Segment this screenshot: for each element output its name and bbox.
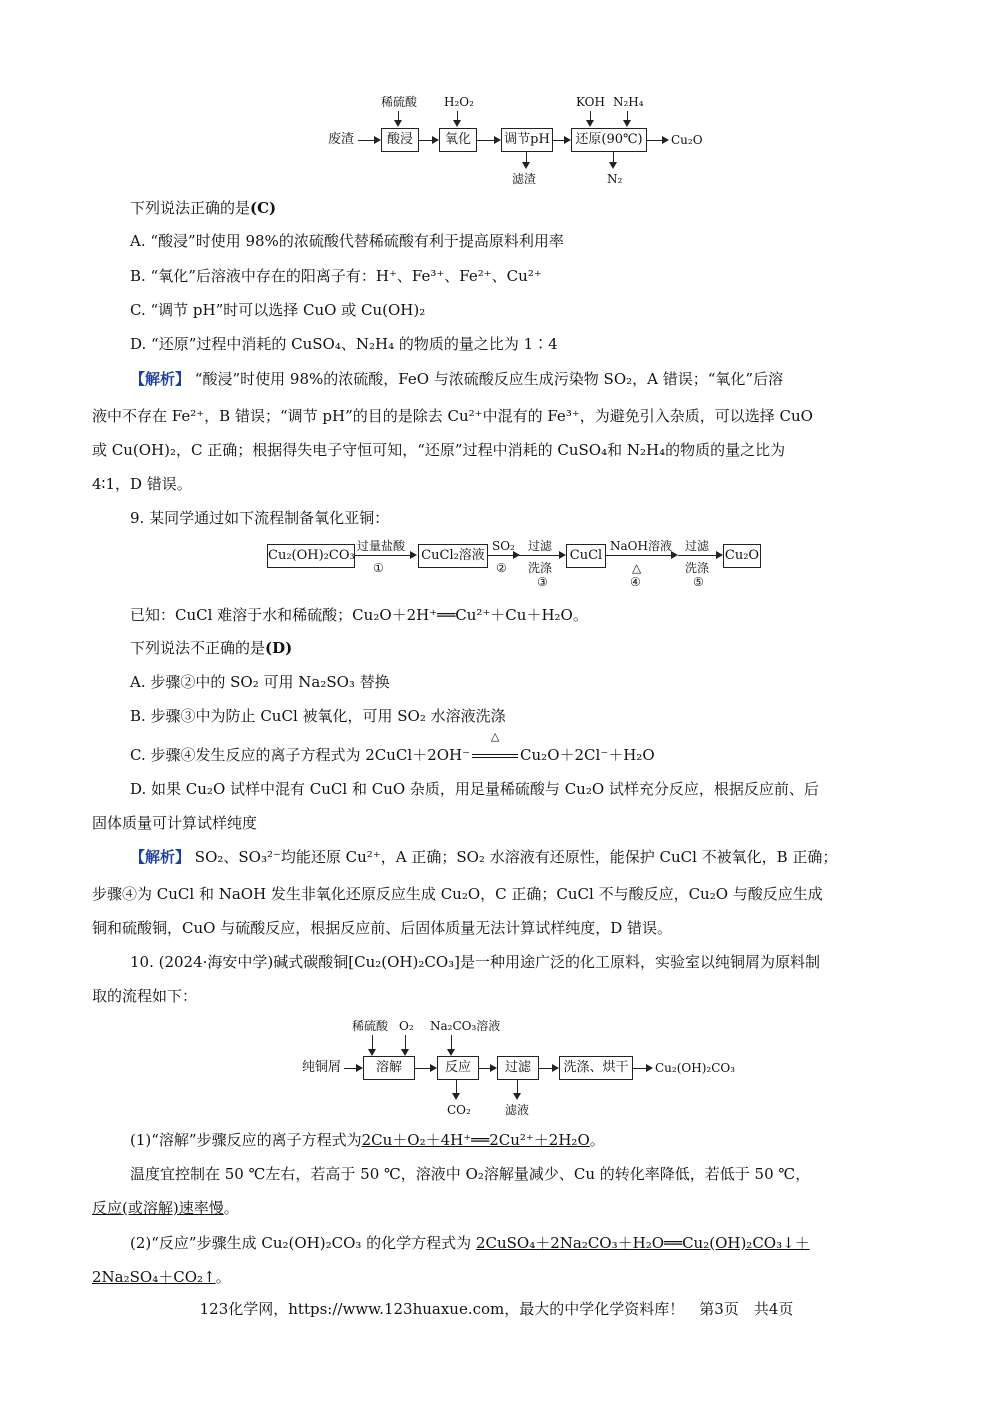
q8-option-b: B. “氧化”后溶液中存在的阳离子有：H⁺、Fe³⁺、Fe²⁺、Cu²⁺ <box>130 267 542 285</box>
q10-part1-line3: 反应(或溶解)速率慢。 <box>92 1199 239 1217</box>
q10-part2-answer-b: 2Na₂SO₄＋CO₂↑ <box>92 1268 216 1286</box>
q9-option-b: B. 步骤③中为防止 CuCl 被氧化，可用 SO₂ 水溶液洗涤 <box>130 707 506 725</box>
flow2-bottom-wash2: 洗涤 <box>685 561 710 575</box>
q8-analysis-line4: 4∶1，D 错误。 <box>92 475 192 493</box>
q10-part1-line2: 温度宜控制在 50 ℃左右，若高于 50 ℃，溶液中 O₂溶解量减少、Cu 的转化率降低，若低于 50 ℃， <box>130 1165 811 1183</box>
q10-part1-line1: (1)“溶解”步骤反应的离子方程式为2Cu＋O₂＋4H⁺══2Cu²⁺＋2H₂O。 <box>130 1131 605 1149</box>
q8-analysis-line3: 或 Cu(OH)₂，C 正确；根据得失电子守恒可知，“还原”过程中消耗的 CuSO₄和 N₂H₄的物质的量之比为 <box>92 441 786 459</box>
flow2-top-hcl: 过量盐酸 <box>357 539 406 553</box>
flow2-box-cucl2: CuCl₂溶液 <box>418 544 488 568</box>
flow1-step-ph: 调节pH <box>501 128 553 152</box>
flow2-bottom-wash1: 洗涤 <box>528 561 553 575</box>
heat-condition: △ <box>490 730 500 743</box>
flow3-input-na2co3: Na₂CO₃溶液 <box>430 1019 501 1033</box>
q10-part2-line2: 2Na₂SO₄＋CO₂↑。 <box>92 1268 231 1286</box>
flow2-step-4: ④ <box>630 575 641 589</box>
flow3-output-filtrate: 滤液 <box>505 1103 530 1117</box>
q9-stem: 下列说法不正确的是(D) <box>130 639 293 657</box>
flow1-product: Cu₂O <box>671 133 703 147</box>
q10-title-line1: 10. (2024·海安中学)碱式碳酸铜[Cu₂(OH)₂CO₃]是一种用途广泛的化工原料，实验室以纯铜屑为原料制 <box>130 953 821 971</box>
flow3-step-dissolve: 溶解 <box>363 1056 415 1080</box>
flow1-input-n2h4: N₂H₄ <box>613 95 644 109</box>
page-footer: 123化学网，https://www.123huaxue.com，最大的中学化学资料库！ 第3页 共4页 <box>199 1300 794 1318</box>
q9-option-a: A. 步骤②中的 SO₂ 可用 Na₂SO₃ 替换 <box>130 673 390 691</box>
q8-analysis-line2: 液中不存在 Fe²⁺，B 错误；“调节 pH”的目的是除去 Cu²⁺中混有的 Fe³⁺，为避免引入杂质，可以选择 CuO <box>92 407 813 425</box>
flow3-input-h2so4: 稀硫酸 <box>352 1019 389 1033</box>
flow2-top-filter1: 过滤 <box>528 539 553 553</box>
q8-option-a: A. “酸浸”时使用 98%的浓硫酸代替稀硫酸有利于提高原料利用率 <box>130 232 564 250</box>
flow3-step-filter: 过滤 <box>497 1056 539 1080</box>
flow2-bottom-heat: △ <box>632 561 642 575</box>
q10-part2-line1: (2)“反应”步骤生成 Cu₂(OH)₂CO₃ 的化学方程式为 2CuSO₄＋2Na₂CO₃＋H₂O══Cu₂(OH)₂CO₃↓＋ <box>130 1234 810 1252</box>
flow2-top-naoh: NaOH溶液 <box>610 539 672 553</box>
q9-title: 9. 某同学通过如下流程制备氧化亚铜： <box>130 509 390 527</box>
flow1-input-h2o2: H₂O₂ <box>444 95 474 109</box>
q8-analysis-line1: 【解析】 “酸浸”时使用 98%的浓硫酸，FeO 与浓硫酸反应生成污染物 SO₂，A 错误；“氧化”后溶 <box>130 370 784 388</box>
q8-option-d: D. “还原”过程中消耗的 CuSO₄、N₂H₄ 的物质的量之比为 1∶4 <box>130 335 558 353</box>
q9-analysis-line1: 【解析】 SO₂、SO₃²⁻均能还原 Cu²⁺，A 正确；SO₂ 水溶液有还原性，能保护 CuCl 不被氧化，B 正确； <box>130 848 838 866</box>
flow2-box-basic-carbonate: Cu₂(OH)₂CO₃ <box>267 544 355 568</box>
q9-analysis-line3: 铜和硫酸铜，CuO 与硫酸反应，根据反应前、后固体质量无法计算试样纯度，D 错误。 <box>92 919 673 937</box>
q10-title-line2: 取的流程如下： <box>92 987 198 1005</box>
flow2-step-3: ③ <box>537 575 548 589</box>
flow1-start: 废渣 <box>328 132 355 147</box>
flow3-start: 纯铜屑 <box>302 1060 342 1075</box>
flow2-step-5: ⑤ <box>693 575 704 589</box>
flow1-step-oxidize: 氧化 <box>439 128 477 152</box>
q9-analysis-line2: 步骤④为 CuCl 和 NaOH 发生非氧化还原反应生成 Cu₂O，C 正确；CuCl 不与酸反应，Cu₂O 与酸反应生成 <box>92 885 823 903</box>
flow2-top-so2: SO₂ <box>492 539 515 553</box>
flow2-box-cucl: CuCl <box>566 544 606 568</box>
flow3-input-o2: O₂ <box>399 1019 414 1033</box>
q9-option-d-line1: D. 如果 Cu₂O 试样中混有 CuCl 和 CuO 杂质，用足量稀硫酸与 Cu₂O 试样充分反应，根据反应前、后 <box>130 780 819 798</box>
flow3-output-co2: CO₂ <box>447 1103 471 1117</box>
flow2-box-cu2o: Cu₂O <box>723 544 761 568</box>
q10-part1b-answer: 反应(或溶解)速率慢 <box>92 1199 224 1217</box>
flow1-output-n2: N₂ <box>607 172 623 186</box>
q10-part1-answer: 2Cu＋O₂＋4H⁺══2Cu²⁺＋2H₂O <box>361 1131 590 1149</box>
q9-known: 已知：CuCl 难溶于水和稀硫酸；Cu₂O＋2H⁺══Cu²⁺＋Cu＋H₂O。 <box>130 606 588 624</box>
q9-option-d-line2: 固体质量可计算试样纯度 <box>92 814 258 832</box>
flow1-input-h2so4: 稀硫酸 <box>381 95 418 109</box>
flow1-input-koh: KOH <box>576 95 605 109</box>
q8-option-c: C. “调节 pH”时可以选择 CuO 或 Cu(OH)₂ <box>130 301 426 319</box>
flow2-step-1: ① <box>373 561 384 575</box>
flow2-top-filter2: 过滤 <box>685 539 710 553</box>
flow1-output-residue: 滤渣 <box>512 172 537 186</box>
flow1-step-acid: 酸浸 <box>381 128 419 152</box>
q9-option-c: C. 步骤④发生反应的离子方程式为 2CuCl＋2OH⁻ △ Cu₂O＋2Cl⁻＋H₂O <box>130 730 655 764</box>
flow1-step-reduce: 还原(90℃) <box>571 128 647 152</box>
flow2-step-2: ② <box>496 561 507 575</box>
flow3-step-wash-dry: 洗涤、烘干 <box>559 1056 633 1080</box>
flow3-product: Cu₂(OH)₂CO₃ <box>655 1061 736 1075</box>
q10-part2-answer-a: 2CuSO₄＋2Na₂CO₃＋H₂O══Cu₂(OH)₂CO₃↓＋ <box>475 1234 810 1252</box>
flow3-step-react: 反应 <box>437 1056 479 1080</box>
q8-stem: 下列说法正确的是(C) <box>130 199 277 217</box>
